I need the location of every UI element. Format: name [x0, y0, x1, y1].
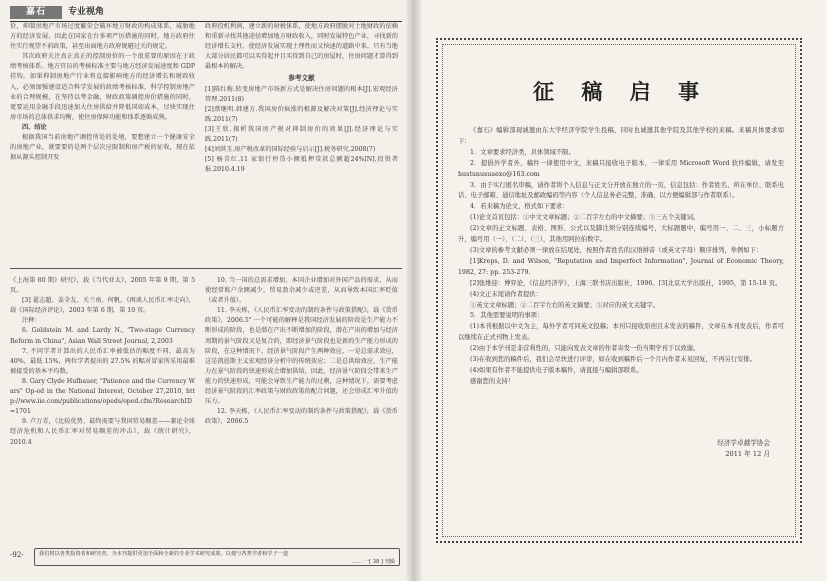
- notice-body: [458, 126, 784, 388]
- note-item: 9. 卢万青，《比较优势、最终需要与我国贸易顺差——兼论全球经济危机和人民币汇率对贸易顺差的冲击》，载《统计研究》，2010.4: [10, 418, 195, 446]
- paragraph: 政府投机利润，建立新的射税体系，使地方政府摆脱对土地财政的依赖和重新寻找其他途径增加地方财政收入，同时发展特色产业，寻找新的经济增长支柱，使经济发展实现土理性而又快速的道路中来。只有当地大部分居民都可以买得起并且买得到自己的房屋时，住房问题才算得到最根本的解决。: [205, 23, 398, 71]
- page-number: -92-: [10, 551, 24, 559]
- note-item: 11. 李天栋，《人民币汇率变动的制约条件与政策搭配》，载《货币政策》，2006.5" 一个可能的解释是我国经济发展的阶段是生产能力不断形成的阶段，也是潜在产出不断增加的阶段，潜在产出的增加与经济周期的景气阶段又是复合的，即经济景气阶段也是新的生产能力形成的阶段，在这种情况下，经济景气阶段产生两种效应，一是总需求效应，这是凯恩斯主义宏观经济分析中的传统效应；二是总供给效应，生产能力在景气阶段的快速形成会增加供给，因此，经济景气阶段会带来生产能力的快速形成，可能会导致生产能力的过剩，这种情况下，需要考虑经济景气阶段的汇率政策与财政政策的配合问题，还会形成汇率升值的压力。: [205, 307, 398, 406]
- reference-item: [1]陈红梅.转变房地产市场新方式是解决住房问题的根本[J].宏观经济管理.2011(8): [205, 85, 398, 103]
- note-item: 12. 李天栋，《人民币汇率变动的制约条件与政策搭配》，载《货币政策》，2006.5: [205, 408, 398, 426]
- notice-item: [1]Kreps, D. and Wilson, "Reputation and Imperfect Information", Journal of Economic Theory, 1982, 27: pp. 253-279.: [458, 257, 784, 276]
- notice-item: ①英文文章标题；②二百字左右的英文摘要；③对应的英文关键字。: [470, 301, 659, 309]
- notice-item: (4)文正末尾请作者提供：: [470, 290, 542, 298]
- notice-title: 征 稿 启 事: [533, 79, 709, 104]
- reference-item: [4]刘洪玉.房产税改革的国际经验与启示[J].税务研究.2008(7): [205, 146, 376, 154]
- section-heading: 四、结论: [22, 123, 47, 131]
- notes-column-1: [10, 276, 195, 448]
- notice-item: (2)由于本学刊是非营利性的，只能向发表文章的作者寄发一份当期学刊于以致谢。: [470, 345, 700, 353]
- notice-item: 3．由于实行匿名审稿，请作者将个人信息与正文分开放在独立的一页，信息包括：作者姓名、所在单位、联系电话、电子邮箱、通信地址及邮政编码等内容（个人信息务必完整，准确，以方便编辑部与作者联系）。: [458, 181, 784, 200]
- notice-thanks: 感谢您的支持！: [470, 377, 515, 385]
- article-column-1: [10, 22, 195, 163]
- notice-item: (1)论文首页包括：①中文文章标题；②二百字左右的中文摘要；③三五个关键词。: [470, 214, 700, 222]
- note-item: 8. Gary Clyde Hufbauer, "Patience and the Currency Wars" Op-ed in the National Interest, October 27,2010, http://www.iie.com/publications/opeds/oped.cfm?ResearchID=1701: [10, 377, 195, 416]
- reference-item: [3]王欣.探析我国房产税对抑制房价的效果[J].经济理论与实践.2011(7): [205, 125, 398, 144]
- notice-frame: [436, 38, 802, 543]
- column-label: 嘉石: [10, 6, 62, 19]
- page-footer: [10, 548, 402, 570]
- paragraph: 其次政府关注真正真正的控制房价的一个很重要的原因在于政绩考核体系。地方官员的考核标准主要与地方经济发展速度和 GDP 挂钩。如果抑制房地产行业将直接影响地方的经济增长和财政收入，必须加强建设适合科学发展的政绩考核标准，科学控制房地产业的合理规模，在坚持以考金融，财政政策调控房价措施的同时，更要运用金融手段迅速加大住房供给并降低国如成本，尽快实现住房市场的总体供求均衡，使住房保障功能和体系逐渐成熟。: [10, 53, 195, 121]
- notice-item: (3)在收到您的稿件后，我们会尽快进行评审，如在收到稿件后一个月内作者未见回复，不再另行安排。: [470, 356, 756, 364]
- note-item: 6. Goldstein M. and Lardy N., "Two-stage Currency Reform in China", Asian Wall Street Journal, 2,2003: [10, 327, 195, 345]
- signature-org: 经济学卓越学协会: [717, 439, 770, 447]
- section-divider: [10, 268, 402, 269]
- notice-intro: 《嘉石》编辑部现诚邀由东大学经济学院学生投稿，同时也诚邀其他学院及其他学校的来稿。来稿具体要求如下：: [458, 127, 784, 145]
- notice-item: (3)文章的参考文献必须一律放在结尾处，按照作者姓名的汉语拼音（或英文字母）顺序排列，举例如下：: [470, 246, 763, 254]
- note-item: [3] 翟志超、姜全友、关兰南、何帆，《再谈人民币汇率走向》，载《国际经济评论》，2003 年第 6 期，第 10 页。: [10, 297, 195, 315]
- section-title: 专业视角: [68, 7, 105, 17]
- notice-item: (1)本刊根据以中文为主，每外学者可同英文投稿；本刊只接收原创且未发表的稿件，文章在本刊发表后，作者可以继续在正式刊物上发表。: [458, 323, 784, 342]
- paragraph: 价，抑制房地产市场过度繁荣会破坏地方财政的构成体系，威胁地方的经济发展，因此在国家在台多项严厉措施的同时，地方政府往往实行观望不前政策，甚至出面地方政府规避过关的规定。: [10, 23, 195, 51]
- notice-signature: [717, 438, 770, 460]
- references-title: 参考文献: [288, 74, 315, 83]
- notes-heading: 注释：: [22, 317, 41, 325]
- notice-item: 4．若来稿为论文，格式如下要求：: [470, 203, 569, 211]
- notice-item: 5．其他需要说明的事项：: [470, 312, 544, 320]
- paragraph: 根据我国当前房地产调控所处的处境，要想建立一个健康安全的房地产业，就要要的是两个层次应限制和房产税的征收，现在依据从源头控制开发: [10, 134, 195, 162]
- note-item: 10. 当一国的总需求增加，本国企业增加对外国产品的需求，从而使经常账户余额减少，贸易盈余减少或逆差，从而导致本国汇率贬值（或者升值）。: [205, 277, 398, 305]
- note-item: 7. 不同学者计算出的人民币汇率被低估的幅度不同，最高为 40%，最低 15%，两位学者提出的 27.5% 的幅对冒家所采用最难被接受的基本平均数。: [10, 347, 195, 375]
- notice-item: (2)文章的正文标题、表格、图形、公式以及脚注须分别连续编号，大标题题中，编号用一、二、三，小标题方升，编号用（一）、（二）、（三），其他用阿拉伯数字。: [458, 225, 784, 244]
- page-header: [10, 6, 402, 20]
- reference-item: [5] 杨青红.11 家银行停贷小额抵押贷款总额超24%[N].投资者报.2010.4.19: [205, 156, 398, 174]
- signature-date: 2011 年 12 月: [725, 450, 770, 458]
- footer-line: …… 一[ 38 ] 刊辑: [351, 559, 395, 565]
- reference-item: [2]蔡继明.韩建方.我国房价疯涨的根源及解决对策[J].经济理论与实践.2011(7): [205, 105, 398, 123]
- footer-banner: [34, 548, 400, 566]
- article-column-2: [205, 22, 398, 175]
- right-page: [414, 0, 827, 581]
- note-item: 《上海第 80 期》研究》，载《当代亚太》，2005 年第 9 期，第 5 页。: [10, 277, 195, 295]
- notice-item: [2]张维迎：博弈论，《信息经济学》，上海三联书店出版社，1996。[3]北京大学出版社，1995，第 15-18 页。: [470, 279, 782, 287]
- notes-column-2: [205, 276, 398, 427]
- notice-item: (4)如果有作者不能提供电子版本稿件，请直接与编辑部联系。: [470, 366, 643, 374]
- notice-item: 1．文章要求经济类，具体领域不限。: [470, 148, 575, 156]
- footer-line: 我们将以各类投资者和研究者。为本刊提供更加全面和全新的专业学术研究成果。以便与各类学者和学子一道: [39, 551, 289, 557]
- notice-item: 2．提倡外学者外，稿件一律使用中文，来稿只接收电子版本，一律采用 Microsoft Word 软件编辑，请发至 hustunusuaexo@163.com: [458, 159, 784, 178]
- book-gutter-shadow: [405, 0, 423, 581]
